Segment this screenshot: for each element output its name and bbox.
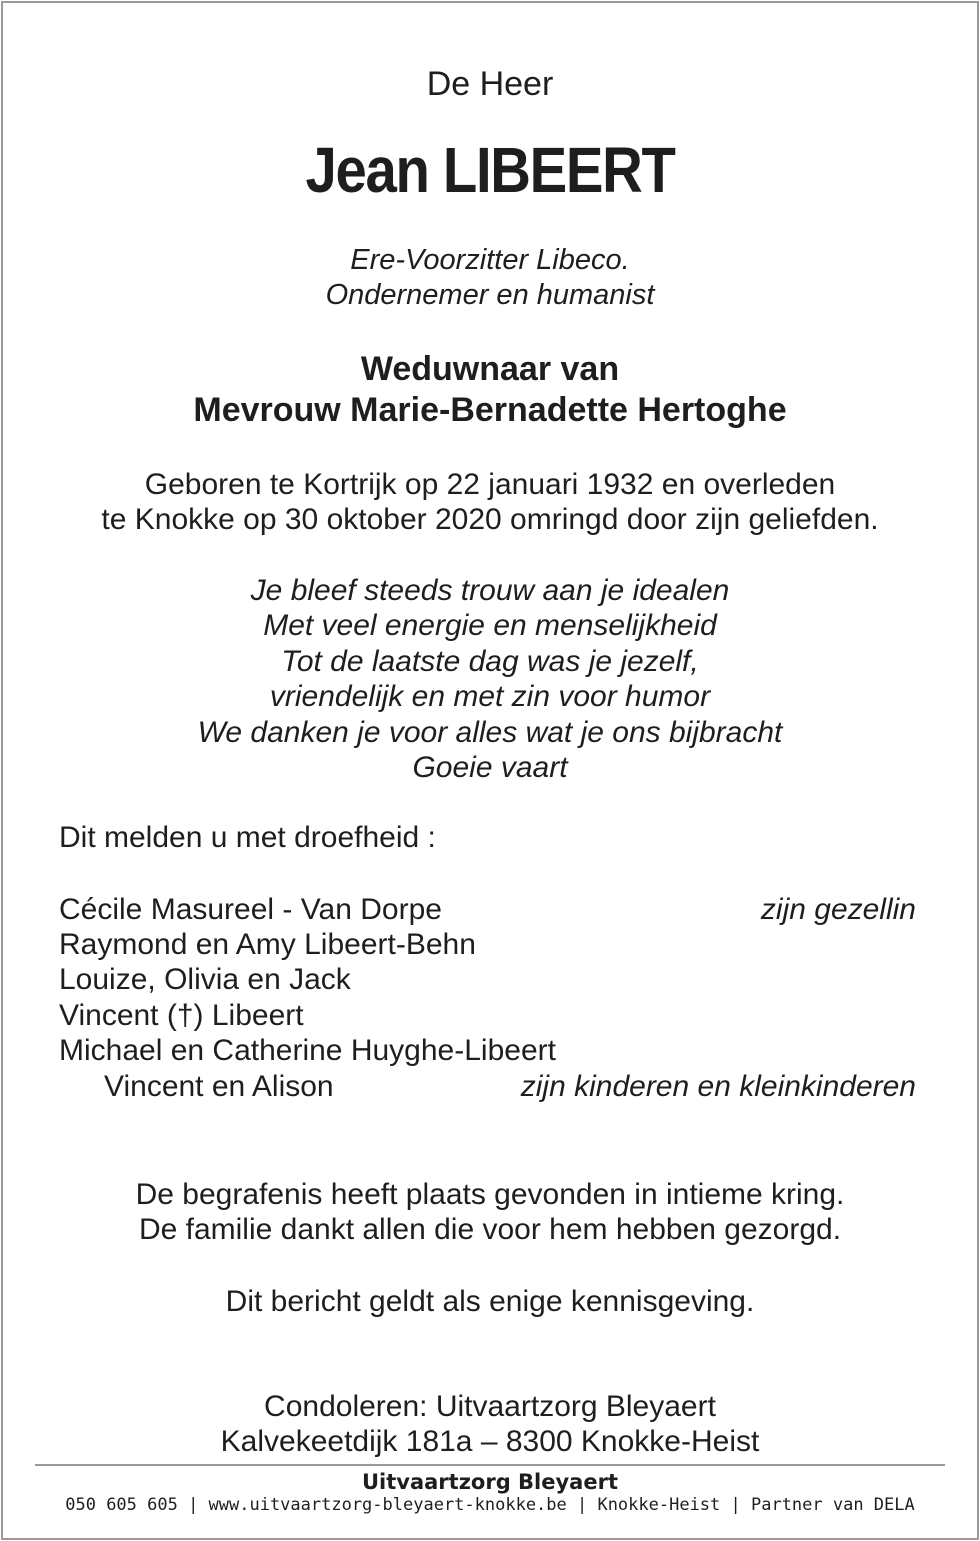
family-line-2: Raymond en Amy Libeert-Behn (59, 928, 476, 961)
condolence-line-1: Condoleren: Uitvaartzorg Bleyaert (264, 1390, 716, 1423)
notice-line: Dit bericht geldt als enige kennisgeving. (225, 1285, 755, 1318)
family-line-1: Cécile Masureel - Van Dorpe (59, 893, 442, 926)
closing-line-2: De familie dankt allen die voor hem hebben gezorgd. (138, 1213, 842, 1246)
salutation: De Heer (426, 65, 554, 103)
family-line-5: Michael en Catherine Huyghe-Libeert (59, 1034, 556, 1067)
relation-children: zijn kinderen en kleinkinderen (520, 1070, 916, 1103)
widower-line-1: Weduwnaar van (360, 350, 620, 388)
poem-line-4: vriendelijk en met zin voor humor (269, 680, 711, 713)
closing-line-1: De begrafenis heeft plaats gevonden in intieme kring. (135, 1178, 845, 1211)
poem-line-2: Met veel energie en menselijkheid (263, 609, 717, 642)
poem-line-3: Tot de laatste dag was je jezelf, (281, 645, 699, 678)
subtitle-line-2: Ondernemer en humanist (325, 279, 655, 311)
birth-line-2: te Knokke op 30 oktober 2020 omringd door zijn geliefden. (101, 503, 879, 536)
footer-divider (35, 1464, 945, 1466)
birth-line-1: Geboren te Kortrijk op 22 januari 1932 en overleden (144, 468, 836, 501)
announcement-intro: Dit melden u met droefheid : (59, 821, 436, 854)
condolence-line-2: Kalvekeetdijk 181a – 8300 Knokke-Heist (220, 1425, 760, 1458)
footer-contact-info: 050 605 605 | www.uitvaartzorg-bleyaert-knokke.be | Knokke-Heist | Partner van DELA (65, 1495, 915, 1515)
poem-line-1: Je bleef steeds trouw aan je idealen (250, 574, 730, 607)
subtitle-line-1: Ere-Voorzitter Libeco. (350, 244, 630, 276)
deceased-name: Jean LIBEERT (305, 134, 675, 206)
footer-company: Uitvaartzorg Bleyaert (361, 1470, 618, 1494)
family-line-4: Vincent (†) Libeert (59, 999, 304, 1032)
poem-line-5: We danken je voor alles wat je ons bijbracht (197, 716, 783, 749)
relation-partner: zijn gezellin (760, 893, 916, 926)
family-line-6: Vincent en Alison (104, 1070, 334, 1103)
poem-line-6: Goeie vaart (412, 751, 568, 784)
widower-line-2: Mevrouw Marie-Bernadette Hertoghe (193, 391, 787, 429)
family-line-3: Louize, Olivia en Jack (59, 963, 351, 996)
